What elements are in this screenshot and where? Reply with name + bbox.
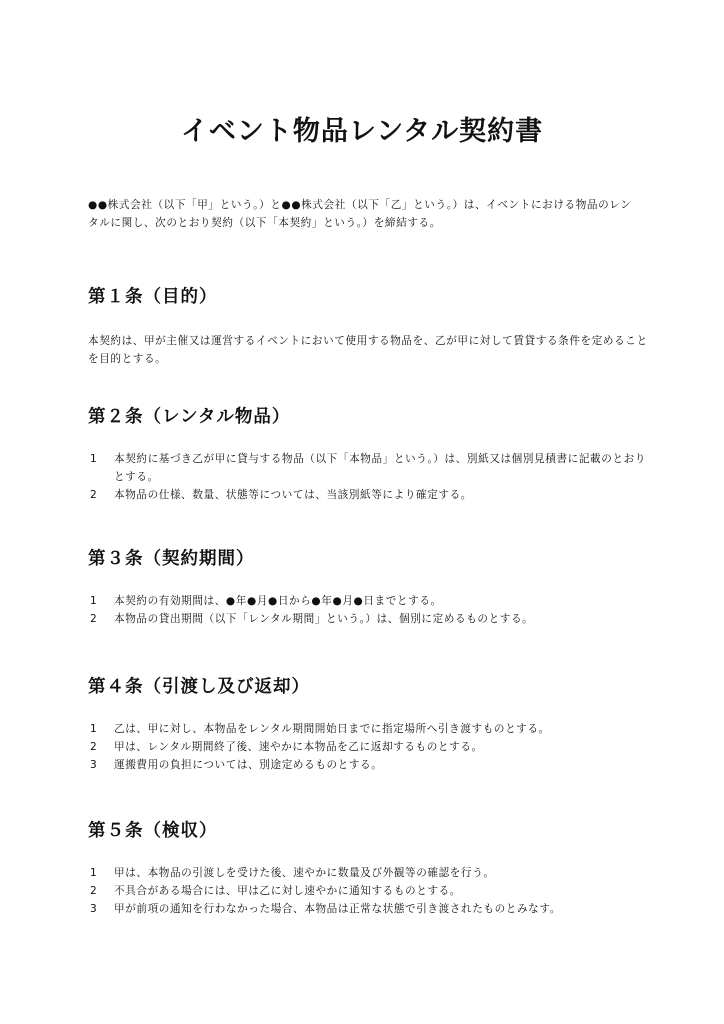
item-number: 2 — [90, 885, 98, 897]
item-number: 2 — [90, 613, 98, 625]
document-title: イベント物品レンタル契約書 — [180, 116, 544, 147]
article-4-items — [88, 720, 648, 774]
item-number: 1 — [90, 867, 98, 879]
article-2-heading: 第２条（レンタル物品） — [88, 407, 291, 427]
item-text: 不具合がある場合には、甲は乙に対し速やかに通知するものとする。 — [114, 885, 462, 897]
item-number: 3 — [90, 903, 98, 915]
item-number: 1 — [90, 595, 98, 607]
item-text: 甲が前項の通知を行わなかった場合、本物品は正常な状態で引き渡されたものとみなす。 — [114, 903, 561, 915]
article-1 — [88, 284, 648, 368]
article-2-items — [88, 450, 648, 504]
item-text: 本物品の貸出期間（以下「レンタル期間」という。）は、個別に定めるものとする。 — [114, 613, 534, 625]
item-text: 乙は、甲に対し、本物品をレンタル期間開始日までに指定場所へ引き渡すものとする。 — [114, 723, 550, 735]
intro-paragraph: ●●株式会社（以下「甲」という。）と●●株式会社（以下「乙」という。）は、イベントにおける物品のレンタルに関し、次のとおり契約（以下「本契約」という。）を締結する。 — [88, 199, 632, 229]
article-1-body: 本契約は、甲が主催又は運営するイベントにおいて使用する物品を、乙が甲に対して賃貸する条件を定めることを目的とする。 — [88, 335, 648, 365]
item-text: 本契約に基づき乙が甲に貸与する物品（以下「本物品」という。）は、別紙又は個別見積書に記載のとおりとする。 — [114, 453, 646, 483]
article-2-item-1 — [88, 450, 648, 486]
item-number: 3 — [90, 759, 98, 771]
article-4-item-2 — [88, 738, 648, 756]
article-3-items — [88, 592, 648, 628]
article-3-item-1 — [88, 592, 648, 610]
item-number: 1 — [90, 453, 98, 465]
item-number: 2 — [90, 489, 98, 501]
article-4 — [88, 674, 648, 774]
item-number: 1 — [90, 723, 98, 735]
article-4-heading: 第４条（引渡し及び返却） — [88, 677, 310, 697]
article-4-item-3 — [88, 756, 648, 774]
article-1-heading: 第１条（目的） — [88, 287, 218, 307]
article-5-item-1 — [88, 864, 648, 882]
item-text: 甲は、本物品の引渡しを受けた後、速やかに数量及び外観等の確認を行う。 — [114, 867, 495, 879]
article-3-item-2 — [88, 610, 648, 628]
article-3-heading: 第３条（契約期間） — [88, 549, 255, 569]
article-4-item-1 — [88, 720, 648, 738]
item-text: 甲は、レンタル期間終了後、速やかに本物品を乙に返却するものとする。 — [114, 741, 483, 753]
article-5-item-3 — [88, 900, 648, 918]
article-2 — [88, 404, 648, 504]
article-2-item-2 — [88, 486, 648, 504]
article-3 — [88, 546, 648, 628]
article-5-item-2 — [88, 882, 648, 900]
item-text: 本契約の有効期間は、●年●月●日から●年●月●日までとする。 — [114, 595, 442, 607]
item-number: 2 — [90, 741, 98, 753]
item-text: 本物品の仕様、数量、状態等については、当該別紙等により確定する。 — [114, 489, 472, 501]
article-5 — [88, 818, 648, 918]
article-5-items — [88, 864, 648, 918]
item-text: 運搬費用の負担については、別途定めるものとする。 — [114, 759, 383, 771]
article-5-heading: 第５条（検収） — [88, 821, 218, 841]
